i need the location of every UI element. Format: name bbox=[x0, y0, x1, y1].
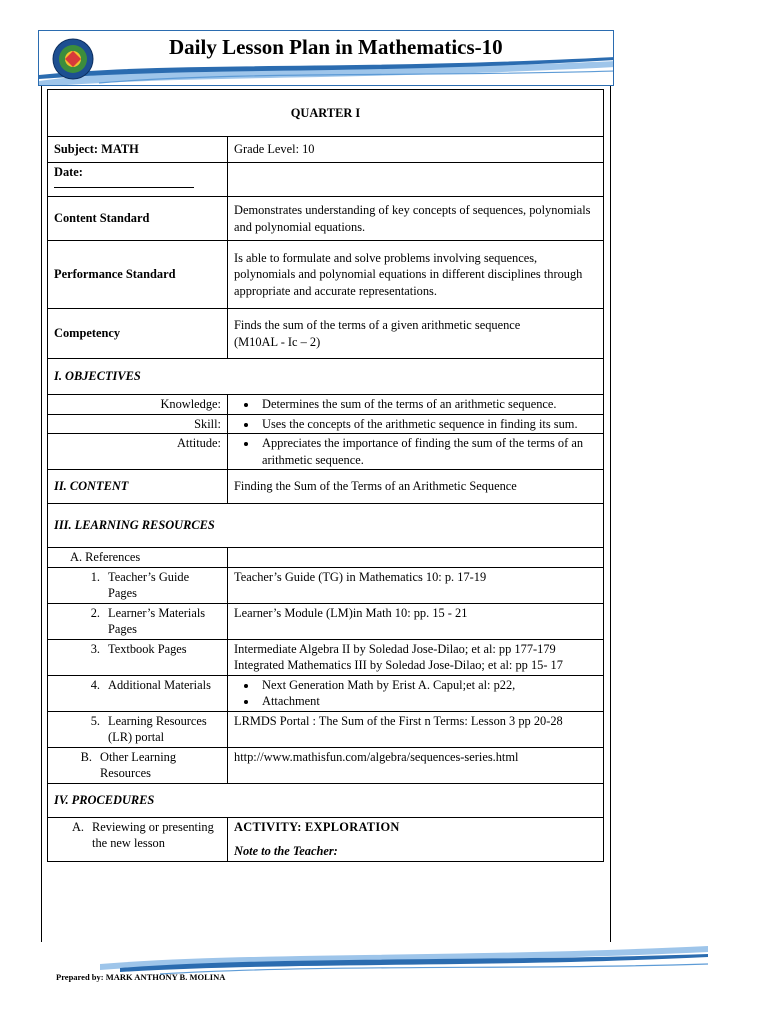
procedure-label: A. Reviewing or presenting the new lesson bbox=[48, 817, 228, 861]
subject-cell: Subject: MATH bbox=[48, 137, 228, 163]
teacher-note: Note to the Teacher: bbox=[234, 844, 338, 858]
resource-value: Learner’s Module (LM)in Math 10: pp. 15 - 21 bbox=[228, 603, 604, 639]
knowledge-bullet: • Determines the sum of the terms of an arithmetic sequence. bbox=[258, 396, 597, 413]
attitude-bullet: • Appreciates the importance of finding the sum of the terms of an arithmetic sequence. bbox=[258, 435, 597, 468]
resource-label: 3. Textbook Pages bbox=[48, 639, 228, 675]
date-label: Date: bbox=[54, 165, 83, 179]
skill-bullet: • Uses the concepts of the arithmetic sequence in finding its sum. bbox=[258, 416, 597, 433]
resource-row bbox=[48, 639, 604, 675]
skill-label: Skill: bbox=[48, 414, 228, 434]
date-row bbox=[48, 163, 604, 197]
resources-heading-row bbox=[48, 504, 604, 548]
resource-row bbox=[48, 675, 604, 711]
header-banner bbox=[38, 30, 614, 86]
references-row bbox=[48, 548, 604, 568]
content-heading: II. CONTENT bbox=[48, 470, 228, 504]
resource-value: Teacher’s Guide (TG) in Mathematics 10: p. 17-19 bbox=[228, 567, 604, 603]
resource-value: LRMDS Portal : The Sum of the First n Terms: Lesson 3 pp 20-28 bbox=[228, 711, 604, 747]
performance-standard-label: Performance Standard bbox=[48, 241, 228, 309]
procedure-value bbox=[228, 817, 604, 861]
attitude-row bbox=[48, 434, 604, 470]
grade-level-cell: Grade Level: 10 bbox=[228, 137, 604, 163]
attitude-label: Attitude: bbox=[48, 434, 228, 470]
performance-standard-row bbox=[48, 241, 604, 309]
resource-value: Intermediate Algebra II by Soledad Jose-Dilao; et al: pp 177-179 Integrated Mathematics III by Soledad Jose-Dilao; et al: pp 15- 17 bbox=[228, 639, 604, 675]
prepared-by: Prepared by: MARK ANTHONY B. MOLINA bbox=[56, 972, 226, 982]
knowledge-value bbox=[228, 395, 604, 415]
references-value bbox=[228, 548, 604, 568]
activity-title: ACTIVITY: EXPLORATION bbox=[234, 819, 400, 834]
lesson-plan-table bbox=[47, 89, 604, 862]
quarter-row bbox=[48, 90, 604, 137]
resource-row bbox=[48, 603, 604, 639]
resource-bullet: • Next Generation Math by Erist A. Capul;et al: p22, bbox=[258, 677, 597, 694]
resource-value bbox=[228, 675, 604, 711]
competency-value bbox=[228, 309, 604, 359]
objectives-heading: I. OBJECTIVES bbox=[48, 359, 604, 395]
competency-row bbox=[48, 309, 604, 359]
knowledge-label: Knowledge: bbox=[48, 395, 228, 415]
resource-row bbox=[48, 711, 604, 747]
performance-standard-value: Is able to formulate and solve problems involving sequences, polynomials and polynomial equations in different disciplines through appropriate and accurate representations. bbox=[228, 241, 604, 309]
page-title: Daily Lesson Plan in Mathematics-10 bbox=[169, 35, 503, 59]
skill-value bbox=[228, 414, 604, 434]
procedure-row bbox=[48, 817, 604, 861]
date-value-cell bbox=[228, 163, 604, 197]
date-blank-line bbox=[54, 181, 194, 188]
content-standard-value: Demonstrates understanding of key concepts of sequences, polynomials and polynomial equations. bbox=[228, 197, 604, 241]
content-standard-label: Content Standard bbox=[48, 197, 228, 241]
resource-label: 4. Additional Materials bbox=[48, 675, 228, 711]
knowledge-row bbox=[48, 395, 604, 415]
quarter-label: QUARTER I bbox=[48, 90, 604, 137]
deped-seal-icon bbox=[52, 38, 94, 80]
skill-row bbox=[48, 414, 604, 434]
content-row bbox=[48, 470, 604, 504]
content-standard-row bbox=[48, 197, 604, 241]
competency-code: (M10AL - Ic – 2) bbox=[234, 334, 321, 349]
competency-text: Finds the sum of the terms of a given arithmetic sequence bbox=[234, 318, 521, 332]
resource-label: 1. Teacher’s Guide Pages bbox=[48, 567, 228, 603]
competency-label: Competency bbox=[48, 309, 228, 359]
resource-row bbox=[48, 567, 604, 603]
date-cell bbox=[48, 163, 228, 197]
resource-bullet: • Attachment bbox=[258, 693, 597, 710]
other-resources-value: http://www.mathisfun.com/algebra/sequences-series.html bbox=[228, 747, 604, 783]
objectives-heading-row bbox=[48, 359, 604, 395]
resource-label: 5. Learning Resources (LR) portal bbox=[48, 711, 228, 747]
other-resources-label: B. Other Learning Resources bbox=[48, 747, 228, 783]
resource-label: 2. Learner’s Materials Pages bbox=[48, 603, 228, 639]
procedures-heading: IV. PROCEDURES bbox=[48, 783, 604, 817]
attitude-value bbox=[228, 434, 604, 470]
subject-row bbox=[48, 137, 604, 163]
references-label: A. References bbox=[48, 548, 228, 568]
procedures-heading-row bbox=[48, 783, 604, 817]
resources-heading: III. LEARNING RESOURCES bbox=[48, 504, 604, 548]
content-value: Finding the Sum of the Terms of an Arithmetic Sequence bbox=[228, 470, 604, 504]
other-resources-row bbox=[48, 747, 604, 783]
